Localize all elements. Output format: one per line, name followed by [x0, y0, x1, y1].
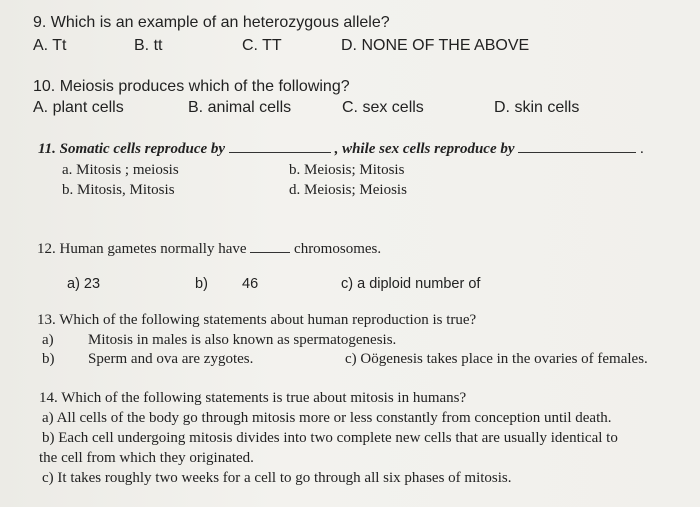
- q13-option-b-label: b): [42, 351, 55, 367]
- q11-option-b-right: b. Meiosis; Mitosis: [289, 162, 405, 178]
- q12-option-c: c) a diploid number of: [341, 276, 481, 292]
- q11-part2: , while sex cells reproduce by: [334, 141, 515, 157]
- q14-option-c: c) It takes roughly two weeks for a cell to go through all six phases of mitosis.: [42, 470, 512, 486]
- q10-option-c: C. sex cells: [342, 99, 424, 116]
- q11-blank-1: [229, 140, 331, 153]
- q12-option-a: a) 23: [67, 276, 101, 292]
- q11-blank-2: [518, 140, 636, 153]
- q11-question: [38, 140, 644, 157]
- q12-part2: chromosomes.: [294, 241, 382, 257]
- q9-question: 9. Which is an example of an heterozygous allele?: [33, 14, 390, 31]
- q14-option-b-line1: b) Each cell undergoing mitosis divides into two complete new cells that are usually identical to: [42, 430, 618, 446]
- q13-option-c: c) Oögenesis takes place in the ovaries of females.: [345, 351, 648, 367]
- q14-question: 14. Which of the following statements is true about mitosis in humans?: [39, 390, 467, 406]
- q11-part1: 11. Somatic cells reproduce by: [38, 141, 226, 157]
- q11-option-b-left: b. Mitosis, Mitosis: [62, 182, 175, 198]
- q14-option-a: a) All cells of the body go through mitosis more or less constantly from conception until death.: [42, 410, 612, 426]
- q13-option-a-text: Mitosis in males is also known as spermatogenesis.: [88, 332, 397, 348]
- q10-option-a: A. plant cells: [33, 99, 124, 116]
- q12-part1: 12. Human gametes normally have: [37, 241, 247, 257]
- q12-question: [37, 240, 381, 257]
- q10-option-d: D. skin cells: [494, 99, 580, 116]
- q9-option-d: D. NONE OF THE ABOVE: [341, 37, 530, 54]
- q12-option-b-value: 46: [242, 276, 259, 292]
- q11-end: .: [640, 141, 644, 157]
- q11-option-a: a. Mitosis ; meiosis: [62, 162, 179, 178]
- q10-question: 10. Meiosis produces which of the following?: [33, 78, 350, 95]
- q11-option-d: d. Meiosis; Meiosis: [289, 182, 407, 198]
- q13-question: 13. Which of the following statements about human reproduction is true?: [37, 312, 477, 328]
- q13-option-b-text: Sperm and ova are zygotes.: [88, 351, 254, 367]
- q13-option-a-label: a): [42, 332, 54, 348]
- q9-option-b: B. tt: [134, 37, 163, 54]
- q10-option-b: B. animal cells: [188, 99, 292, 116]
- q12-blank: [250, 240, 290, 253]
- q12-option-b-label: b): [195, 276, 208, 292]
- q14-option-b-line2: the cell from which they originated.: [39, 450, 254, 466]
- q9-option-c: C. TT: [242, 37, 282, 54]
- q9-option-a: A. Tt: [33, 37, 67, 54]
